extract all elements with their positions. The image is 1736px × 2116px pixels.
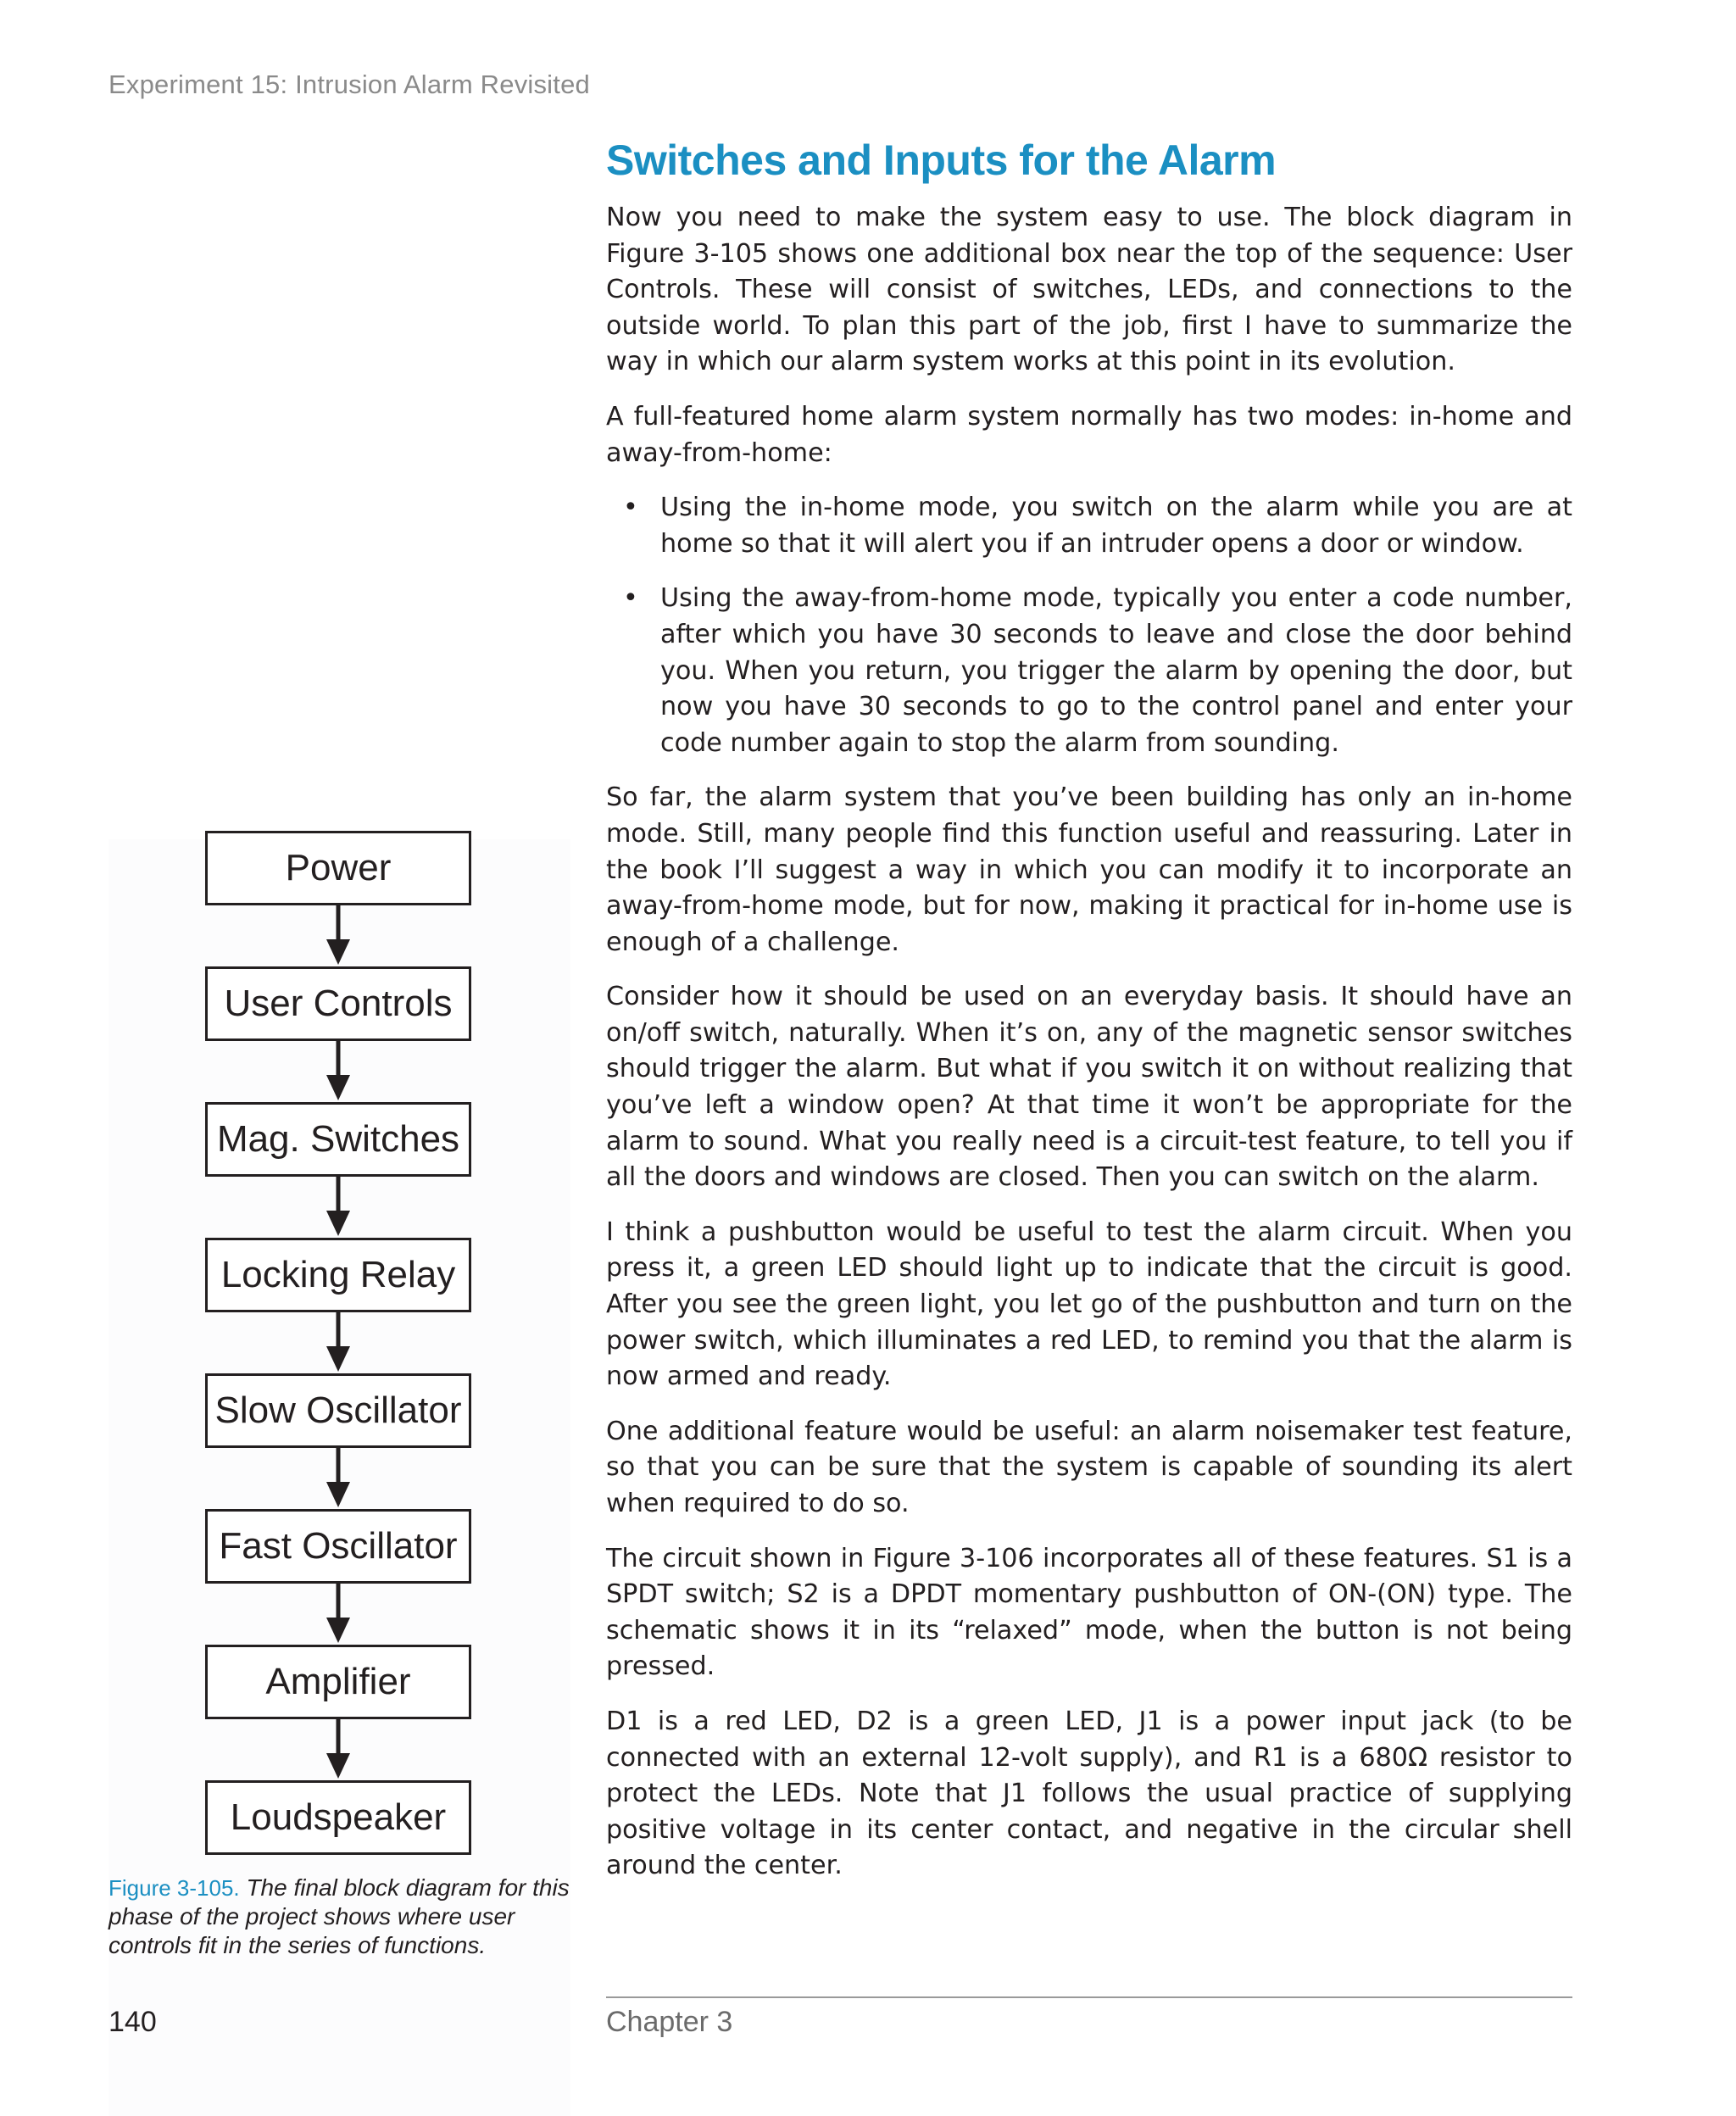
chapter-label: Chapter 3	[606, 2006, 733, 2038]
page-number: 140	[108, 2006, 157, 2038]
down-arrow-icon	[324, 905, 353, 966]
block-loudspeaker: Loudspeaker	[205, 1780, 471, 1855]
footer-rule	[606, 1996, 1572, 1998]
down-arrow-icon	[324, 1312, 353, 1373]
bullet-item	[606, 581, 1572, 761]
down-arrow-icon	[324, 1719, 353, 1780]
down-arrow-icon	[324, 1041, 353, 1102]
section-title: Switches and Inputs for the Alarm	[606, 136, 1277, 184]
bullet-icon: •	[623, 583, 638, 614]
bullet-item	[606, 490, 1572, 562]
down-arrow-icon	[324, 1584, 353, 1645]
paragraph: I think a pushbutton would be useful to test the alarm circuit. When you press it, a green LED should light up to indicate that the circuit is good. After you see the green light, you let go of the pushbutton and turn on the power switch, which illuminates a red LED, to remind you that the alarm is now armed and ready.	[606, 1217, 1572, 1392]
block-power: Power	[205, 831, 471, 905]
down-arrow-icon	[324, 1448, 353, 1509]
block-fast-oscillator: Fast Oscillator	[205, 1509, 471, 1584]
paragraph: A full-featured home alarm system normally has two modes: in-home and away-from-home:	[606, 401, 1572, 468]
running-head: Experiment 15: Intrusion Alarm Revisited	[108, 70, 590, 99]
paragraph: One additional feature would be useful: an alarm noisemaker test feature, so that you can be sure that the system is capable of sounding its alert when required to do so.	[606, 1416, 1572, 1518]
caption-text: The final block diagram for this phase of the project shows where user controls fit in the series of functions.	[108, 1874, 570, 1958]
paragraph: So far, the alarm system that you’ve been building has only an in-home mode. Still, many people find this function useful and reassuring. Later in the book I’ll suggest a way in which you can modify it to incorporate an away-from-home mode, but for now, making it practical for in-home use is enough of a challenge.	[606, 782, 1572, 957]
bullet-text: Using the away-from-home mode, typically you enter a code number, after which you have 30 seconds to leave and close the door behind you. When you return, you trigger the alarm by opening the door, but now you have 30 seconds to go to the control panel and enter your code number again to stop the alarm from sounding.	[660, 583, 1572, 758]
block-locking-relay: Locking Relay	[205, 1238, 471, 1312]
paragraph: Now you need to make the system easy to use. The block diagram in Figure 3-105 shows one additional box near the top of the sequence: User Controls. These will consist of switches, LEDs, and connections to the outside world. To plan this part of the job, first I have to summarize the way in which our alarm system works at this point in its evolution.	[606, 203, 1572, 377]
paragraph: The circuit shown in Figure 3-106 incorporates all of these features. S1 is a SPDT switch; S2 is a DPDT momentary pushbutton of ON-(ON) type. The schematic shows it in its “relaxed” mode, when the button is not being pressed.	[606, 1543, 1572, 1682]
block-user-controls: User Controls	[205, 966, 471, 1041]
bullet-text: Using the in-home mode, you switch on the alarm while you are at home so that it will alert you if an intruder opens a door or window.	[660, 493, 1572, 559]
paragraph: Consider how it should be used on an everyday basis. It should have an on/off switch, naturally. When it’s on, any of the magnetic sensor switches should trigger the alarm. But what if you switch it on without realizing that you’ve left a window open? At that time it won’t be appropriate for the alarm to sound. What you really need is a circuit-test feature, to tell you if all the doors and windows are closed. Then you can switch on the alarm.	[606, 982, 1572, 1193]
block-diagram	[205, 831, 476, 1857]
figure-label: Figure 3-105.	[108, 1875, 240, 1901]
block-slow-oscillator: Slow Oscillator	[205, 1373, 471, 1448]
down-arrow-icon	[324, 1177, 353, 1238]
figure-caption	[108, 1874, 583, 1960]
block-mag-switches: Mag. Switches	[205, 1102, 471, 1177]
body-text	[606, 200, 1572, 1903]
block-amplifier: Amplifier	[205, 1645, 471, 1719]
paragraph: D1 is a red LED, D2 is a green LED, J1 is a power input jack (to be connected with an external 12-volt supply), and R1 is a 680Ω resistor to protect the LEDs. Note that J1 follows the usual practice of supplying positive voltage in its center contact, and negative in the circular shell around the center.	[606, 1706, 1572, 1881]
bullet-list	[606, 490, 1572, 761]
bullet-icon: •	[623, 493, 638, 523]
